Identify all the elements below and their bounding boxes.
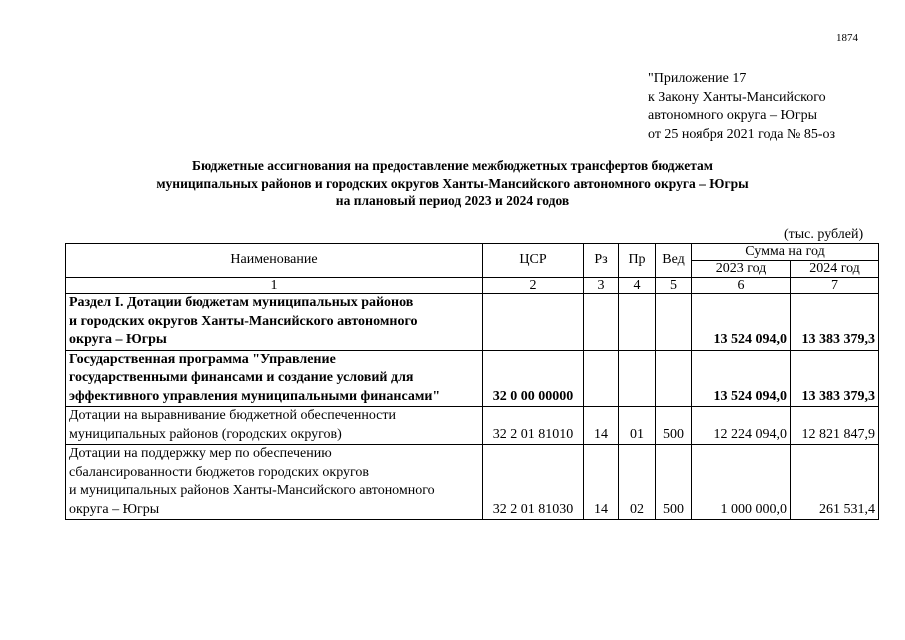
row-name-line: Дотации на выравнивание бюджетной обеспеченности <box>69 408 396 423</box>
row-2023: 13 524 094,0 <box>692 294 791 351</box>
row-name-line: Государственная программа "Управление <box>69 351 336 367</box>
row-name <box>66 350 483 407</box>
col-number: 3 <box>584 278 619 294</box>
header-sum: Сумма на год <box>692 244 879 261</box>
row-rz <box>584 350 619 407</box>
document-title <box>90 157 815 210</box>
row-2023: 13 524 094,0 <box>692 350 791 407</box>
row-pr: 02 <box>619 445 656 520</box>
row-name-line: муниципальных районов (городских округов) <box>69 426 342 442</box>
header-csr: ЦСР <box>483 244 584 278</box>
row-2023: 12 224 094,0 <box>692 407 791 445</box>
row-pr <box>619 350 656 407</box>
row-name-line: эффективного управления муниципальными финансами" <box>69 388 441 404</box>
appendix-line: к Закону Ханты-Мансийского <box>648 89 826 105</box>
table-row <box>66 294 879 351</box>
row-csr: 32 0 00 00000 <box>483 350 584 407</box>
row-name-line: и городских округов Ханты-Мансийского автономного <box>69 313 418 329</box>
row-name-line: округа – Югры <box>69 501 160 517</box>
col-number: 1 <box>66 278 483 294</box>
row-name-line: государственными финансами и создание условий для <box>69 370 414 385</box>
title-line: Бюджетные ассигнования на предоставление межбюджетных трансфертов бюджетам <box>192 158 713 173</box>
row-name-line: и муниципальных районов Ханты-Мансийского автономного <box>69 483 435 498</box>
row-2023: 1 000 000,0 <box>692 445 791 520</box>
row-name <box>66 445 483 520</box>
header-name: Наименование <box>66 244 483 278</box>
col-number: 5 <box>656 278 692 294</box>
row-name-line: Раздел I. Дотации бюджетам муниципальных районов <box>69 295 414 310</box>
appendix-line: автономного округа – Югры <box>648 108 817 123</box>
row-2024: 13 383 379,3 <box>791 350 879 407</box>
row-ved: 500 <box>656 407 692 445</box>
row-name-line: сбалансированности бюджетов городских округов <box>69 464 370 480</box>
row-2024: 261 531,4 <box>791 445 879 520</box>
title-line: муниципальных районов и городских округов Ханты-Мансийского автономного округа – Югры <box>156 175 749 191</box>
row-pr <box>619 294 656 351</box>
header-year-2023: 2023 год <box>692 261 791 278</box>
title-line: на плановый период 2023 и 2024 годов <box>335 193 570 208</box>
row-ved <box>656 294 692 351</box>
row-ved <box>656 350 692 407</box>
header-pr: Пр <box>619 244 656 278</box>
header-ved: Вед <box>656 244 692 278</box>
row-2024: 13 383 379,3 <box>791 294 879 351</box>
row-ved: 500 <box>656 445 692 520</box>
page-number: 1874 <box>836 32 858 44</box>
row-name-line: округа – Югры <box>69 332 167 347</box>
col-number: 2 <box>483 278 584 294</box>
row-rz: 14 <box>584 445 619 520</box>
table-row <box>66 445 879 520</box>
row-2024: 12 821 847,9 <box>791 407 879 445</box>
appendix-block <box>648 70 835 144</box>
row-csr <box>483 294 584 351</box>
appendix-line: от 25 ноября 2021 года № 85-оз <box>648 126 836 142</box>
row-csr: 32 2 01 81030 <box>483 445 584 520</box>
table-row <box>66 350 879 407</box>
row-csr: 32 2 01 81010 <box>483 407 584 445</box>
row-rz <box>584 294 619 351</box>
header-row <box>66 244 879 261</box>
row-name <box>66 294 483 351</box>
row-name <box>66 407 483 445</box>
row-name-line: Дотации на поддержку мер по обеспечению <box>69 446 332 461</box>
header-rz: Рз <box>584 244 619 278</box>
col-number: 6 <box>692 278 791 294</box>
units-label: (тыс. рублей) <box>784 227 864 242</box>
col-number: 7 <box>791 278 879 294</box>
appendix-line: "Приложение 17 <box>648 71 747 86</box>
table-row <box>66 407 879 445</box>
column-numbers-row <box>66 278 879 294</box>
header-year-2024: 2024 год <box>791 261 879 278</box>
row-pr: 01 <box>619 407 656 445</box>
col-number: 4 <box>619 278 656 294</box>
budget-table <box>65 243 879 520</box>
row-rz: 14 <box>584 407 619 445</box>
